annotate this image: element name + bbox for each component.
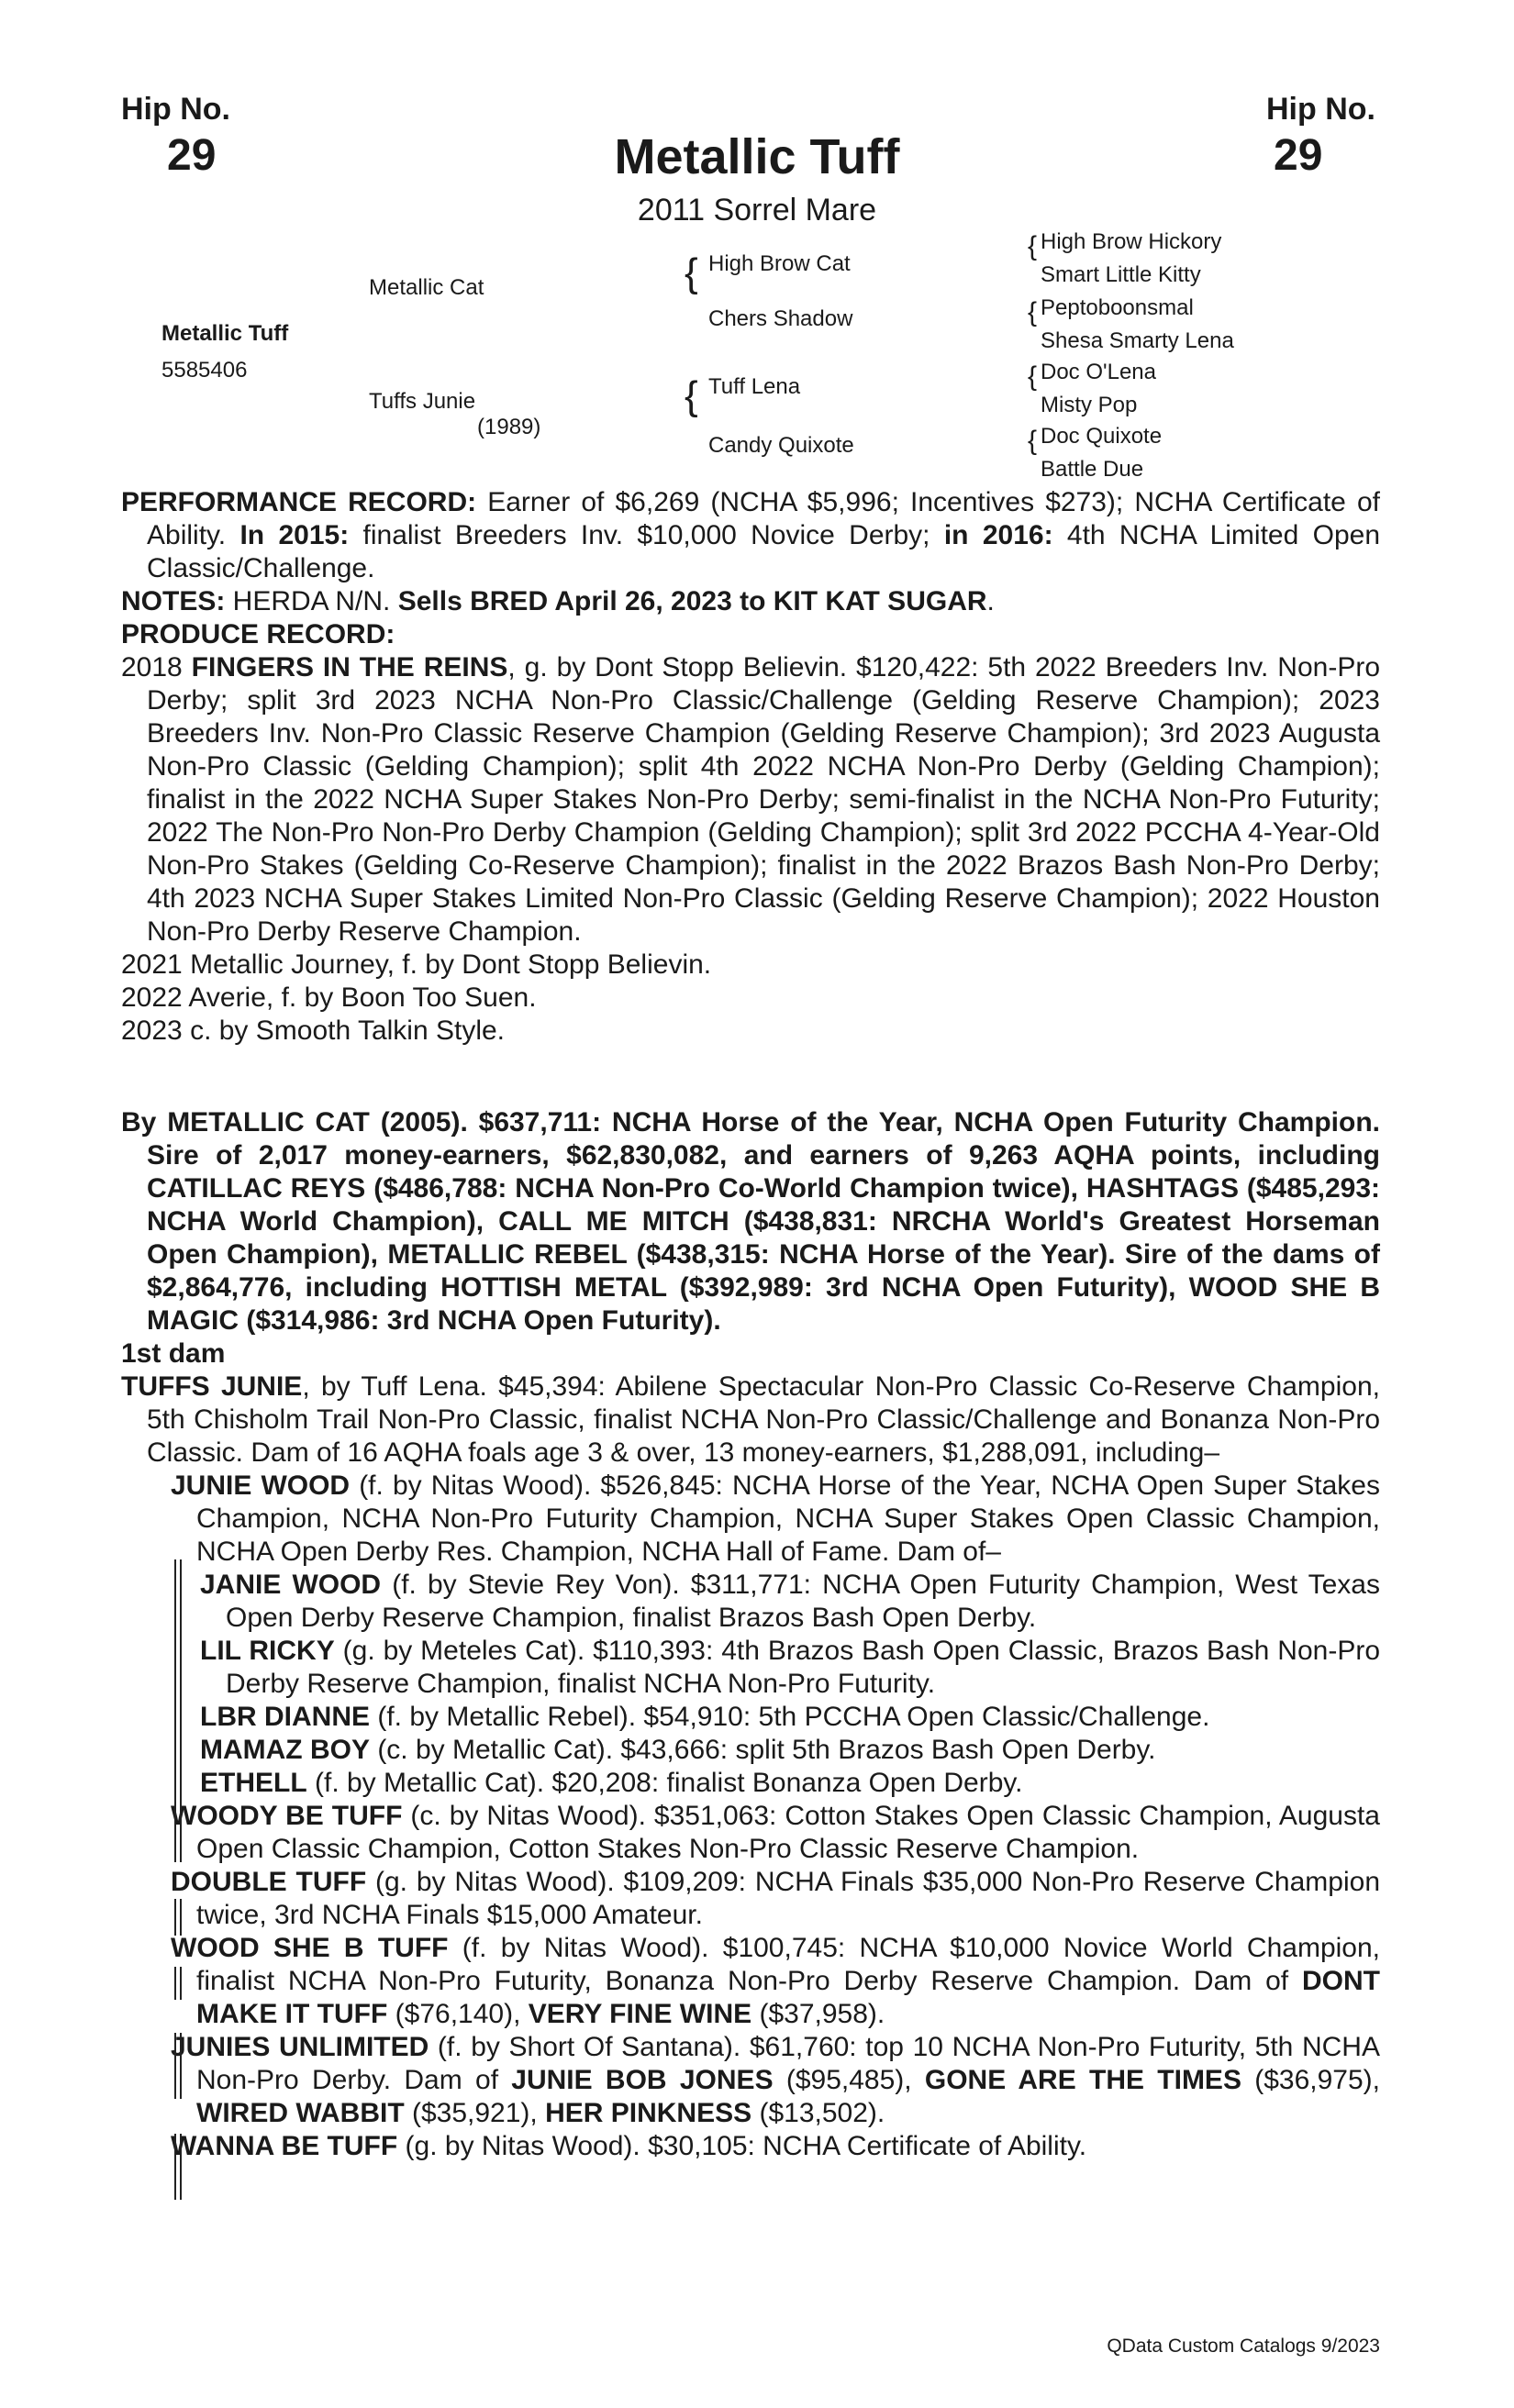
- pedigree-subject-registration: 5585406: [161, 358, 248, 383]
- produce-entry: 2018 FINGERS IN THE REINS, g. by Dont Stopp Believin. $120,422: 5th 2022 Breeders Inv. Non-Pro Derby; split 3rd 2023 NCHA Non-Pro Classic/Challenge (Gelding Reserve Champion); 2023 Breeders Inv. Non-Pro Classic Reserve Champion (Gelding Reserve Champion); 3rd 2023 Augusta Non-Pro Classic (Gelding Champion); split 4th 2022 NCHA Non-Pro Derby (Gelding Champion); finalist in the 2022 NCHA Super Stakes Non-Pro Derby; semi-finalist in the NCHA Non-Pro Futurity; 2022 The Non-Pro Non-Pro Derby Champion (Gelding Champion); split 3rd 2022 PCCHA 4-Year-Old Non-Pro Stakes (Gelding Co-Reserve Champion); finalist in the 2022 Brazos Bash Non-Pro Derby; 4th 2023 NCHA Super Stakes Limited Non-Pro Classic (Gelding Reserve Champion); 2022 Houston Non-Pro Derby Reserve Champion.: [121, 652, 1381, 947]
- hip-label-right: Hip No.: [1266, 92, 1375, 127]
- pedigree-dam: Tuffs Junie: [369, 389, 476, 414]
- pedigree-g5: Doc O'Lena: [1041, 360, 1156, 384]
- first-dam-entry: TUFFS JUNIE, by Tuff Lena. $45,394: Abilene Spectacular Non-Pro Classic Co-Reserve Champion, 5th Chisholm Trail Non-Pro Classic, finalist NCHA Non-Pro Classic/Challenge and Bonanza Non-Pro Classic. Dam of 16 AQHA foals age 3 & over, 13 money-earners, $1,288,091, including–: [121, 1371, 1380, 1468]
- lineage-bar: [180, 2033, 182, 2099]
- produce-entry: 2021 Metallic Journey, f. by Dont Stopp Believin.: [121, 949, 712, 980]
- produce-woody-be-tuff: WOODY BE TUFF (c. by Nitas Wood). $351,063: Cotton Stakes Open Classic Champion, Augusta Open Classic Champion, Cotton Stakes Non-Pro Classic Reserve Champion.: [171, 1801, 1380, 1864]
- hip-label-left: Hip No.: [121, 92, 230, 127]
- produce-lil-ricky: LIL RICKY (g. by Meteles Cat). $110,393: 4th Brazos Bash Open Classic, Brazos Bash Non-Pro Derby Reserve Champion, finalist NCHA Non-Pro Futurity.: [200, 1636, 1381, 1699]
- pedigree-brace: {: [685, 373, 698, 418]
- lineage-bar: [180, 2134, 182, 2200]
- body-text-upper: [121, 486, 1380, 1048]
- pedigree-g7: Doc Quixote: [1041, 424, 1163, 449]
- produce-ethell: ETHELL (f. by Metallic Cat). $20,208: finalist Bonanza Open Derby.: [200, 1768, 1023, 1798]
- sire-record: By METALLIC CAT (2005). $637,711: NCHA Horse of the Year, NCHA Open Futurity Champion. Sire of 2,017 money-earners, $62,830,082, and earners of 9,263 AQHA points, including CATILLAC REYS ($486,788: NCHA Non-Pro Co-World Champion twice), HASHTAGS ($485,293: NCHA World Champion), CALL ME MITCH ($438,831: NRCHA World's Greatest Horseman Open Champion), METALLIC REBEL ($438,315: NCHA Horse of the Year). Sire of the dams of $2,864,776, including HOTTISH METAL ($392,989: 3rd NCHA Open Futurity), WOOD SHE B MAGIC ($314,986: 3rd NCHA Open Futurity).: [121, 1107, 1380, 1336]
- lineage-bar: [174, 2033, 176, 2099]
- hip-number-left: 29: [167, 131, 217, 180]
- notes: NOTES: HERDA N/N. Sells BRED April 26, 2023 to KIT KAT SUGAR.: [121, 586, 995, 616]
- lineage-bar: [180, 1899, 182, 1936]
- pedigree-g2: Smart Little Kitty: [1041, 262, 1201, 287]
- pedigree-brace: {: [685, 250, 698, 295]
- pedigree-g4: Shesa Smarty Lena: [1041, 328, 1234, 353]
- pedigree-dam-dam: Candy Quixote: [708, 433, 854, 458]
- pedigree-g1: High Brow Hickory: [1041, 229, 1222, 254]
- lineage-bar: [180, 1967, 182, 2000]
- pedigree-dam-sire: Tuff Lena: [708, 374, 801, 399]
- produce-junie-wood: JUNIE WOOD (f. by Nitas Wood). $526,845: NCHA Horse of the Year, NCHA Open Super Stakes Champion, NCHA Non-Pro Futurity Champion, NCHA Super Stakes Open Classic Champion, NCHA Open Derby Res. Champion, NCHA Hall of Fame. Dam of–: [171, 1470, 1380, 1567]
- footer-credit: QData Custom Catalogs 9/2023: [1107, 2336, 1380, 2357]
- pedigree-sire-dam: Chers Shadow: [708, 306, 853, 331]
- produce-double-tuff: DOUBLE TUFF (g. by Nitas Wood). $109,209: NCHA Finals $35,000 Non-Pro Reserve Champion twice, 3rd NCHA Finals $15,000 Amateur.: [171, 1867, 1381, 1930]
- produce-lbr-dianne: LBR DIANNE (f. by Metallic Rebel). $54,910: 5th PCCHA Open Classic/Challenge.: [200, 1702, 1210, 1732]
- produce-mamaz-boy: MAMAZ BOY (c. by Metallic Cat). $43,666: split 5th Brazos Bash Open Derby.: [200, 1735, 1156, 1765]
- performance-label: PERFORMANCE RECORD:: [121, 487, 477, 517]
- pedigree-subject-name: Metallic Tuff: [161, 321, 289, 346]
- notes-label: NOTES:: [121, 586, 226, 616]
- pedigree-dam-year: (1989): [477, 415, 541, 439]
- pedigree-brace: {: [1028, 361, 1038, 392]
- pedigree-g6: Misty Pop: [1041, 393, 1138, 417]
- junie-wood-produce-list: [171, 1569, 1380, 1800]
- pedigree-brace: {: [1028, 426, 1038, 456]
- produce-record-label: PRODUCE RECORD:: [121, 619, 395, 649]
- produce-junies-unlimited: JUNIES UNLIMITED (f. by Short Of Santana). $61,760: top 10 NCHA Non-Pro Futurity, 5th NCHA Non-Pro Derby. Dam of JUNIE BOB JONES ($95,485), GONE ARE THE TIMES ($36,975), WIRED WABBIT ($35,921), HER PINKNESS ($13,502).: [171, 2032, 1380, 2128]
- lineage-bar: [174, 1559, 176, 1862]
- lineage-bar: [174, 1899, 176, 1936]
- produce-janie-wood: JANIE WOOD (f. by Stevie Rey Von). $311,771: NCHA Open Futurity Champion, West Texas Open Derby Reserve Champion, finalist Brazos Bash Open Derby.: [200, 1570, 1380, 1633]
- lineage-bar: [174, 1967, 176, 2000]
- lineage-bar: [180, 1559, 182, 1862]
- pedigree-sire-sire: High Brow Cat: [708, 251, 851, 276]
- horse-description: 2011 Sorrel Mare: [637, 193, 877, 227]
- hip-number-right: 29: [1274, 131, 1323, 180]
- pedigree-g8: Battle Due: [1041, 457, 1144, 482]
- pedigree-sire: Metallic Cat: [369, 275, 484, 300]
- lineage-bar: [174, 2134, 176, 2200]
- pedigree-g3: Peptoboonsmal: [1041, 295, 1194, 320]
- performance-record: PERFORMANCE RECORD: Earner of $6,269 (NCHA $5,996; Incentives $273); NCHA Certificate of Ability. In 2015: finalist Breeders Inv. $10,000 Novice Derby; in 2016: 4th NCHA Limited Open Classic/Challenge.: [121, 487, 1381, 583]
- body-text-lower: [121, 1106, 1380, 2163]
- first-dam-produce-list: [121, 1470, 1380, 2163]
- pedigree-brace: {: [1028, 231, 1038, 261]
- produce-wood-she-b-tuff: WOOD SHE B TUFF (f. by Nitas Wood). $100,745: NCHA $10,000 Novice World Champion, finalist NCHA Non-Pro Futurity, Bonanza Non-Pro Derby Reserve Champion. Dam of DONT MAKE IT TUFF ($76,140), VERY FINE WINE ($37,958).: [171, 1933, 1380, 2029]
- produce-entry: 2022 Averie, f. by Boon Too Suen.: [121, 982, 537, 1013]
- horse-name-title: Metallic Tuff: [614, 129, 900, 184]
- pedigree-brace: {: [1028, 297, 1038, 327]
- produce-wanna-be-tuff: WANNA BE TUFF (g. by Nitas Wood). $30,105: NCHA Certificate of Ability.: [171, 2131, 1087, 2161]
- produce-entry: 2023 c. by Smooth Talkin Style.: [121, 1015, 506, 1046]
- first-dam-label: 1st dam: [121, 1338, 226, 1369]
